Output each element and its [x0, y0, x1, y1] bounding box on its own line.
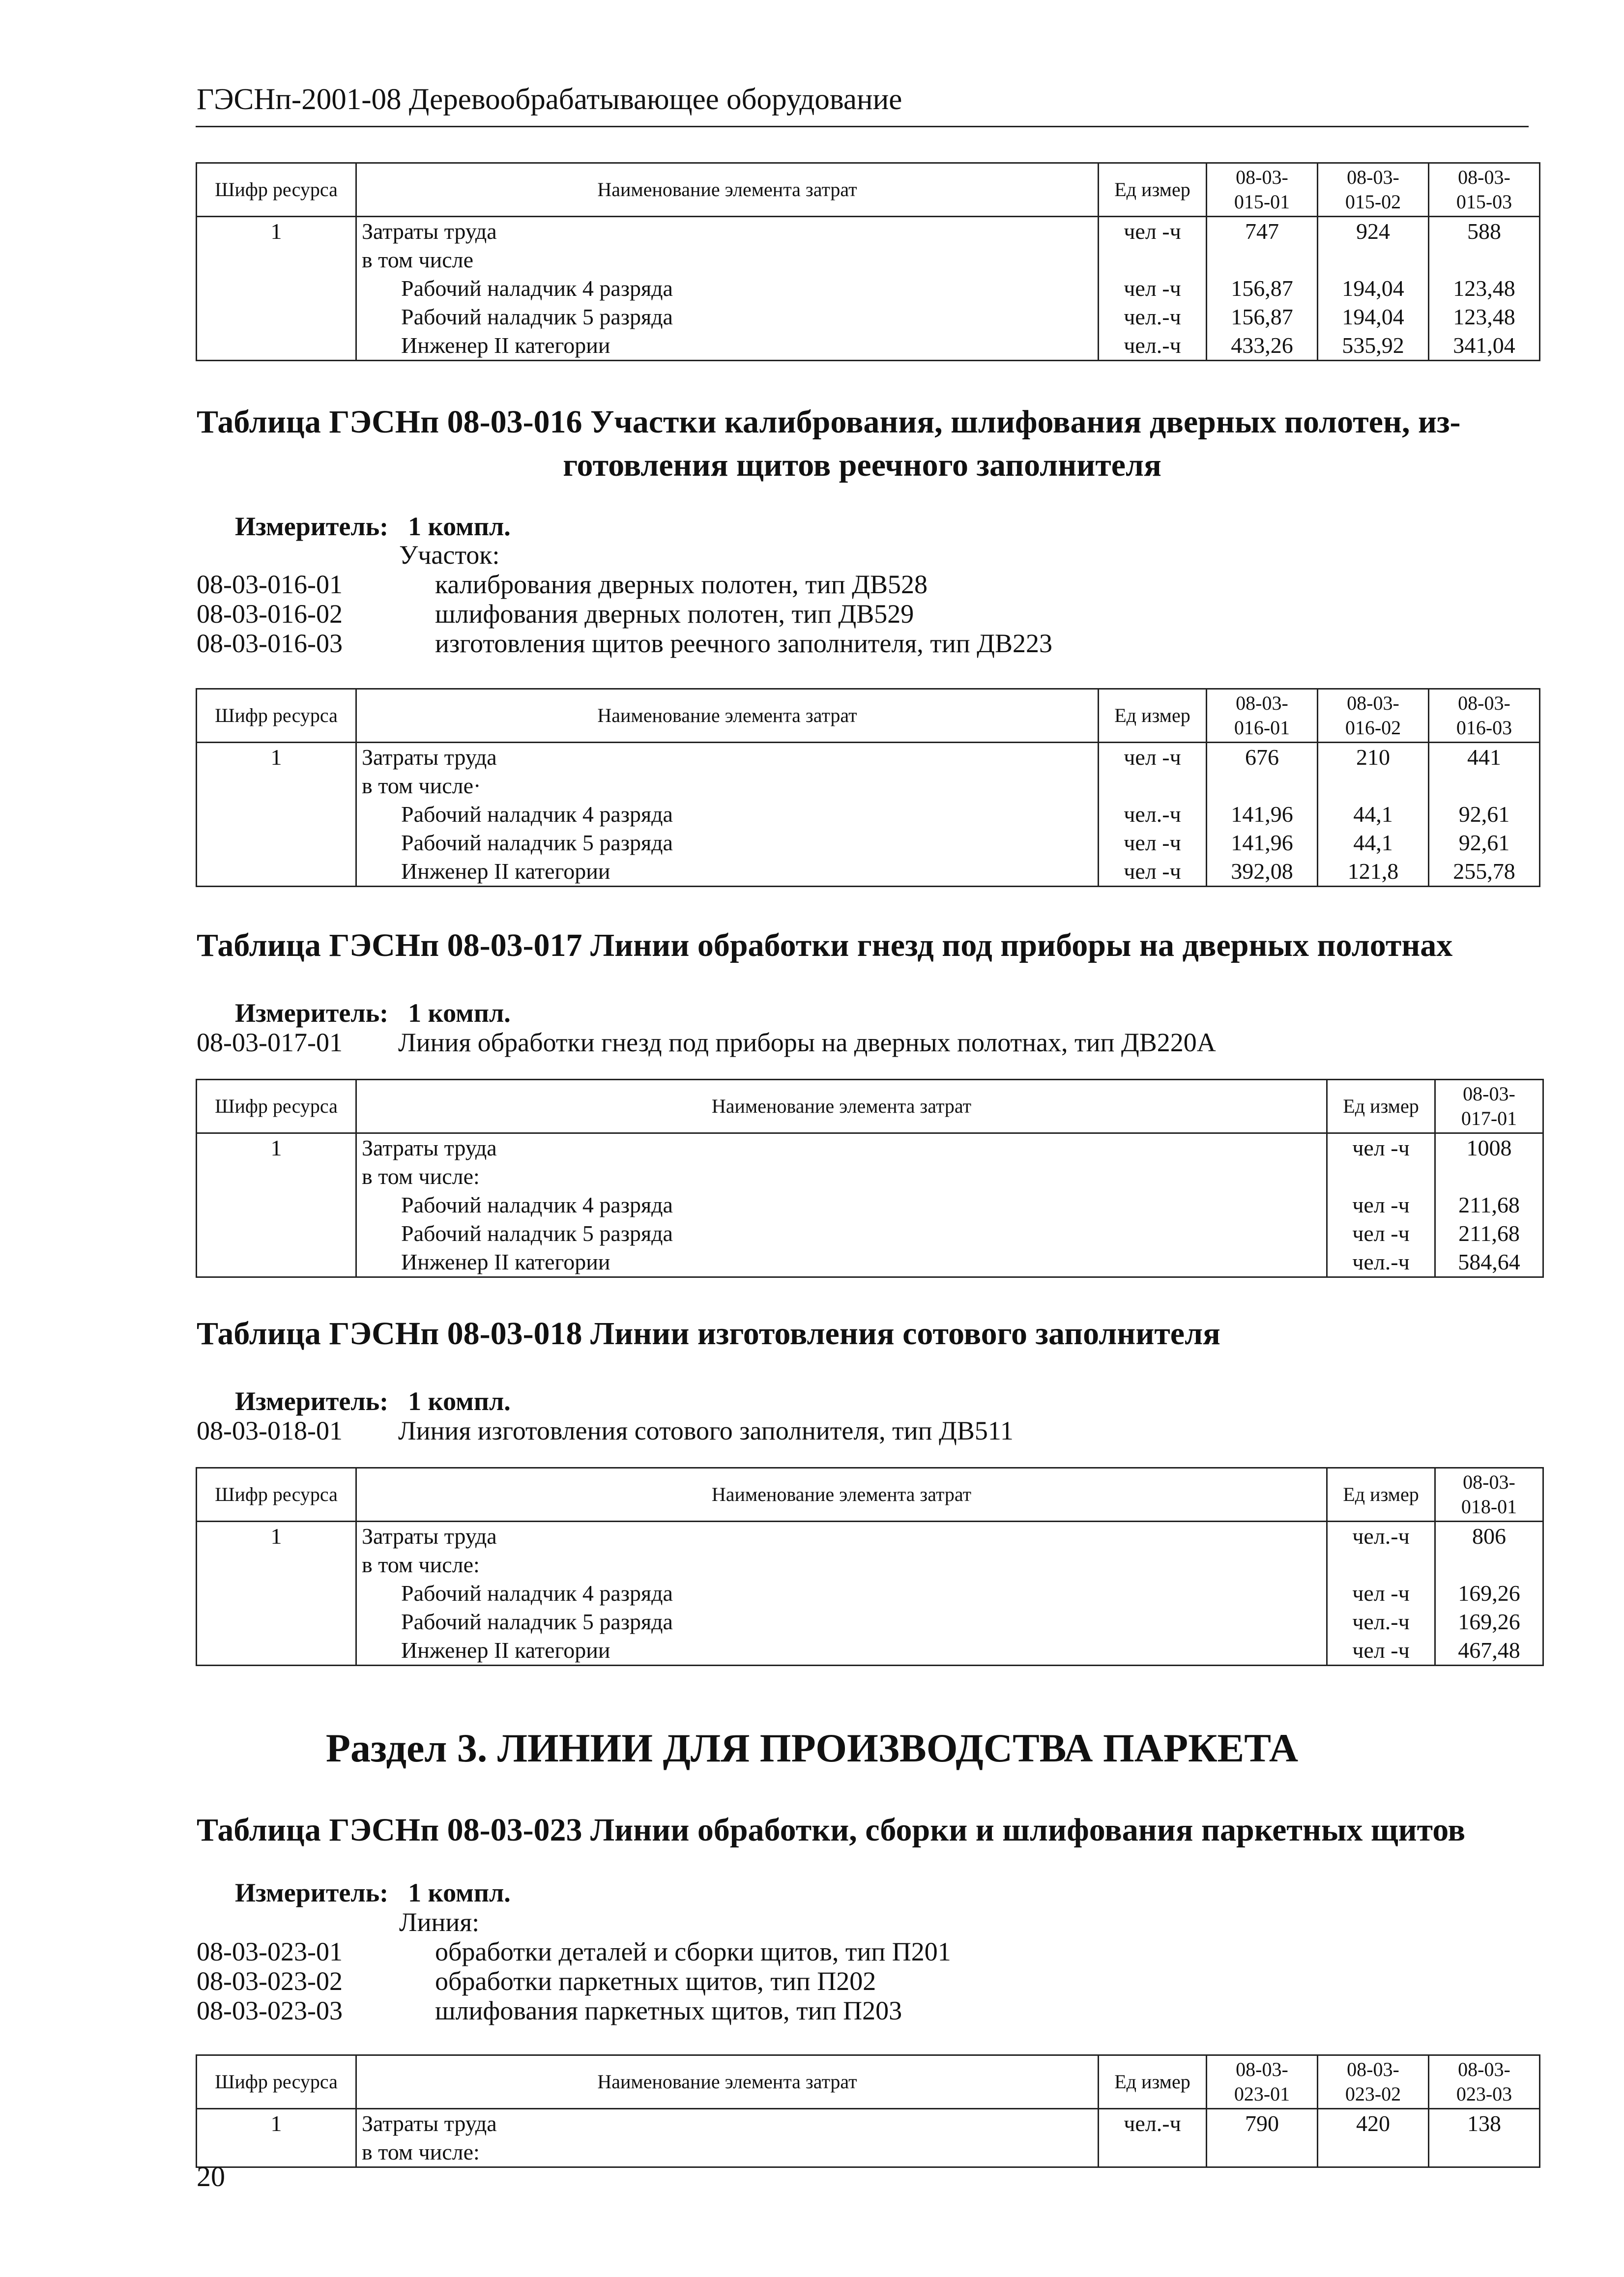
cell-name: Затраты труда	[356, 2109, 1099, 2138]
header-norm-code: 08-03- 023-01	[1207, 2055, 1318, 2109]
measure-unit: 1 компл.	[408, 512, 511, 541]
cell-name: в том числе:	[356, 1551, 1327, 1579]
measure-label: Измеритель:	[235, 1878, 389, 1907]
table-row	[197, 246, 1540, 274]
header-code: Шифр ресурса	[197, 689, 356, 743]
cell-unit: чел -ч	[1327, 1579, 1435, 1608]
running-header: ГЭСНп-2001-08 Деревообрабатывающее оборудование	[197, 83, 902, 116]
cell-value: 138	[1429, 2109, 1540, 2138]
cell-value: 341,04	[1429, 331, 1540, 361]
cell-value: 420	[1318, 2109, 1429, 2138]
cell-value	[1429, 246, 1540, 274]
cell-value: 210	[1318, 743, 1429, 772]
cell-unit	[1099, 2138, 1207, 2167]
cell-unit: чел -ч	[1099, 857, 1207, 887]
table-016-measure	[235, 511, 511, 542]
cell-value	[1435, 1551, 1543, 1579]
table-header-row	[197, 1080, 1543, 1133]
header-norm-code: 08-03- 016-02	[1318, 689, 1429, 743]
cell-name: Рабочий наладчик 4 разряда	[356, 274, 1099, 303]
header-unit: Ед измер	[1327, 1468, 1435, 1522]
header-rule	[196, 126, 1529, 127]
header-code: Шифр ресурса	[197, 1468, 356, 1522]
resource-description: обработки деталей и сборки щитов, тип П201	[435, 1937, 951, 1966]
cell-code	[197, 857, 356, 887]
measure-unit: 1 компл.	[408, 1386, 511, 1416]
table-row	[197, 2109, 1540, 2138]
cell-unit: чел -ч	[1099, 217, 1207, 246]
header-norm-code: 08-03- 017-01	[1435, 1080, 1543, 1133]
cell-value: 441	[1429, 743, 1540, 772]
cell-unit: чел.-ч	[1099, 2109, 1207, 2138]
table-header-row	[197, 1468, 1543, 1522]
table-017-measure	[235, 998, 511, 1028]
cell-unit: чел -ч	[1327, 1636, 1435, 1666]
measure-label: Измеритель:	[235, 1386, 389, 1416]
cell-value: 194,04	[1318, 274, 1429, 303]
cell-value: 467,48	[1435, 1636, 1543, 1666]
cell-code	[197, 1608, 356, 1636]
cell-value: 255,78	[1429, 857, 1540, 887]
table-08-03-023	[196, 2054, 1540, 2168]
cell-code: 1	[197, 2109, 356, 2138]
table-row	[197, 331, 1540, 361]
cell-name: Затраты труда	[356, 217, 1099, 246]
resource-description: Линия обработки гнезд под приборы на дверных полотнах, тип ДВ220А	[398, 1028, 1216, 1057]
cell-code: 1	[197, 217, 356, 246]
cell-value: 44,1	[1318, 829, 1429, 857]
table-row	[197, 1248, 1543, 1277]
table-row	[197, 1551, 1543, 1579]
cell-name: Рабочий наладчик 4 разряда	[356, 1191, 1327, 1219]
cell-value: 584,64	[1435, 1248, 1543, 1277]
cell-value	[1318, 772, 1429, 800]
cell-unit: чел.-ч	[1099, 303, 1207, 331]
cell-unit: чел -ч	[1099, 743, 1207, 772]
cell-code	[197, 1636, 356, 1666]
cell-unit: чел -ч	[1327, 1191, 1435, 1219]
measure-label: Измеритель:	[235, 512, 389, 541]
header-unit: Ед измер	[1099, 163, 1207, 217]
cell-value	[1429, 772, 1540, 800]
cell-value: 433,26	[1207, 331, 1318, 361]
table-023-measure	[235, 1877, 511, 1908]
cell-unit: чел -ч	[1327, 1219, 1435, 1248]
cell-name: в том числе:	[356, 2138, 1099, 2167]
cell-unit: чел.-ч	[1327, 1522, 1435, 1551]
table-016-title-line1: Таблица ГЭСНп 08-03-016 Участки калибрования, шлифования дверных полотен, из-	[197, 404, 1461, 440]
cell-name: Инженер II категории	[356, 1636, 1327, 1666]
cell-unit: чел.-ч	[1327, 1248, 1435, 1277]
table-row	[197, 743, 1540, 772]
cell-value: 790	[1207, 2109, 1318, 2138]
cell-value: 92,61	[1429, 829, 1540, 857]
cell-unit: чел.-ч	[1099, 800, 1207, 829]
table-018-measure	[235, 1386, 511, 1416]
table-row	[197, 1522, 1543, 1551]
cell-value: 806	[1435, 1522, 1543, 1551]
cell-code	[197, 1191, 356, 1219]
resource-code: 08-03-023-03	[197, 1996, 343, 2025]
page-number: 20	[197, 2161, 225, 2192]
header-norm-code: 08-03- 015-02	[1318, 163, 1429, 217]
table-row	[197, 1579, 1543, 1608]
cell-code	[197, 800, 356, 829]
cell-value: 676	[1207, 743, 1318, 772]
cell-code: 1	[197, 1133, 356, 1163]
resource-code: 08-03-016-03	[197, 629, 343, 658]
table-row	[197, 274, 1540, 303]
cell-value	[1207, 246, 1318, 274]
header-name: Наименование элемента затрат	[356, 689, 1099, 743]
cell-value: 123,48	[1429, 274, 1540, 303]
cell-name: Рабочий наладчик 5 разряда	[356, 303, 1099, 331]
cell-code	[197, 1579, 356, 1608]
table-row	[197, 829, 1540, 857]
cell-code	[197, 1219, 356, 1248]
cell-unit	[1327, 1551, 1435, 1579]
cell-code	[197, 772, 356, 800]
header-name: Наименование элемента затрат	[356, 2055, 1099, 2109]
table-016-group-label: Участок:	[399, 540, 500, 570]
cell-value: 141,96	[1207, 800, 1318, 829]
cell-value: 747	[1207, 217, 1318, 246]
table-row	[197, 1608, 1543, 1636]
header-norm-code: 08-03- 015-03	[1429, 163, 1540, 217]
cell-unit	[1099, 772, 1207, 800]
table-023-group-label: Линия:	[399, 1907, 480, 1937]
header-code: Шифр ресурса	[197, 2055, 356, 2109]
cell-unit: чел -ч	[1327, 1133, 1435, 1163]
cell-value: 392,08	[1207, 857, 1318, 887]
cell-code	[197, 1248, 356, 1277]
cell-value: 1008	[1435, 1133, 1543, 1163]
header-norm-code: 08-03- 016-01	[1207, 689, 1318, 743]
cell-value: 121,8	[1318, 857, 1429, 887]
table-023-title: Таблица ГЭСНп 08-03-023 Линии обработки, сборки и шлифования паркетных щитов	[197, 1812, 1466, 1848]
cell-name: Инженер II категории	[356, 331, 1099, 361]
cell-name: Затраты труда	[356, 1522, 1327, 1551]
cell-name: Инженер II категории	[356, 1248, 1327, 1277]
table-018-title: Таблица ГЭСНп 08-03-018 Линии изготовления сотового заполнителя	[197, 1316, 1220, 1352]
cell-unit: чел -ч	[1099, 829, 1207, 857]
resource-description: шлифования дверных полотен, тип ДВ529	[435, 599, 914, 629]
header-name: Наименование элемента затрат	[356, 1080, 1327, 1133]
table-row	[197, 1636, 1543, 1666]
resource-description: калибрования дверных полотен, тип ДВ528	[435, 570, 928, 599]
resource-description: шлифования паркетных щитов, тип П203	[435, 1996, 902, 2025]
table-08-03-016	[196, 688, 1540, 887]
table-row	[197, 2138, 1540, 2167]
cell-value: 123,48	[1429, 303, 1540, 331]
cell-value	[1318, 246, 1429, 274]
resource-code: 08-03-016-02	[197, 599, 343, 629]
cell-value	[1435, 1162, 1543, 1191]
resource-description: Линия изготовления сотового заполнителя, тип ДВ511	[398, 1416, 1014, 1445]
cell-code	[197, 331, 356, 361]
cell-value	[1207, 772, 1318, 800]
cell-value: 92,61	[1429, 800, 1540, 829]
table-016-title-line2: готовления щитов реечного заполнителя	[563, 447, 1161, 483]
resource-description: изготовления щитов реечного заполнителя, тип ДВ223	[435, 629, 1052, 658]
cell-value: 141,96	[1207, 829, 1318, 857]
table-row	[197, 1191, 1543, 1219]
cell-name: в том числе	[356, 246, 1099, 274]
cell-value: 588	[1429, 217, 1540, 246]
cell-unit: чел.-ч	[1327, 1608, 1435, 1636]
cell-value: 44,1	[1318, 800, 1429, 829]
cell-unit: чел -ч	[1099, 274, 1207, 303]
header-name: Наименование элемента затрат	[356, 163, 1099, 217]
table-08-03-018	[196, 1467, 1544, 1666]
resource-code: 08-03-018-01	[197, 1416, 343, 1445]
cell-name: Рабочий наладчик 5 разряда	[356, 1219, 1327, 1248]
table-row	[197, 217, 1540, 246]
table-row	[197, 800, 1540, 829]
table-08-03-015	[196, 162, 1540, 361]
measure-unit: 1 компл.	[408, 998, 511, 1028]
table-row	[197, 857, 1540, 887]
header-unit: Ед измер	[1099, 689, 1207, 743]
cell-unit	[1099, 246, 1207, 274]
cell-value	[1318, 2138, 1429, 2167]
header-norm-code: 08-03- 023-02	[1318, 2055, 1429, 2109]
cell-code: 1	[197, 743, 356, 772]
resource-code: 08-03-023-02	[197, 1966, 343, 1996]
cell-value	[1429, 2138, 1540, 2167]
table-row	[197, 1162, 1543, 1191]
table-header-row	[197, 163, 1540, 217]
table-row	[197, 1133, 1543, 1163]
header-norm-code: 08-03- 016-03	[1429, 689, 1540, 743]
table-row	[197, 303, 1540, 331]
cell-value: 169,26	[1435, 1608, 1543, 1636]
cell-value: 211,68	[1435, 1219, 1543, 1248]
table-row	[197, 772, 1540, 800]
table-017-title: Таблица ГЭСНп 08-03-017 Линии обработки гнезд под приборы на дверных полотнах	[197, 927, 1453, 963]
cell-code	[197, 246, 356, 274]
header-unit: Ед измер	[1099, 2055, 1207, 2109]
cell-name: Затраты труда	[356, 1133, 1327, 1163]
cell-name: Рабочий наладчик 5 разряда	[356, 829, 1099, 857]
header-norm-code: 08-03- 023-03	[1429, 2055, 1540, 2109]
cell-code	[197, 829, 356, 857]
header-norm-code: 08-03- 018-01	[1435, 1468, 1543, 1522]
cell-value: 156,87	[1207, 303, 1318, 331]
table-08-03-017	[196, 1079, 1544, 1278]
resource-code: 08-03-017-01	[197, 1028, 343, 1057]
cell-name: Затраты труда	[356, 743, 1099, 772]
cell-name: Рабочий наладчик 4 разряда	[356, 800, 1099, 829]
cell-name: Рабочий наладчик 5 разряда	[356, 1608, 1327, 1636]
table-row	[197, 1219, 1543, 1248]
cell-name: Инженер II категории	[356, 857, 1099, 887]
cell-unit: чел.-ч	[1099, 331, 1207, 361]
header-code: Шифр ресурса	[197, 1080, 356, 1133]
resource-code: 08-03-023-01	[197, 1937, 343, 1966]
cell-code	[197, 1162, 356, 1191]
cell-code: 1	[197, 1522, 356, 1551]
resource-description: обработки паркетных щитов, тип П202	[435, 1966, 876, 1996]
table-header-row	[197, 2055, 1540, 2109]
header-name: Наименование элемента затрат	[356, 1468, 1327, 1522]
cell-name: Рабочий наладчик 4 разряда	[356, 1579, 1327, 1608]
cell-value: 924	[1318, 217, 1429, 246]
section-3-title: Раздел 3. ЛИНИИ ДЛЯ ПРОИЗВОДСТВА ПАРКЕТА	[325, 1726, 1299, 1770]
measure-label: Измеритель:	[235, 998, 389, 1028]
cell-value: 169,26	[1435, 1579, 1543, 1608]
cell-code	[197, 1551, 356, 1579]
cell-value	[1207, 2138, 1318, 2167]
cell-value: 535,92	[1318, 331, 1429, 361]
cell-code	[197, 303, 356, 331]
cell-value: 194,04	[1318, 303, 1429, 331]
cell-value: 156,87	[1207, 274, 1318, 303]
cell-unit	[1327, 1162, 1435, 1191]
header-code: Шифр ресурса	[197, 163, 356, 217]
header-unit: Ед измер	[1327, 1080, 1435, 1133]
cell-name: в том числе:	[356, 1162, 1327, 1191]
cell-code	[197, 274, 356, 303]
cell-value: 211,68	[1435, 1191, 1543, 1219]
resource-code: 08-03-016-01	[197, 570, 343, 599]
table-header-row	[197, 689, 1540, 743]
header-norm-code: 08-03- 015-01	[1207, 163, 1318, 217]
cell-name: в том числе·	[356, 772, 1099, 800]
measure-unit: 1 компл.	[408, 1878, 511, 1907]
